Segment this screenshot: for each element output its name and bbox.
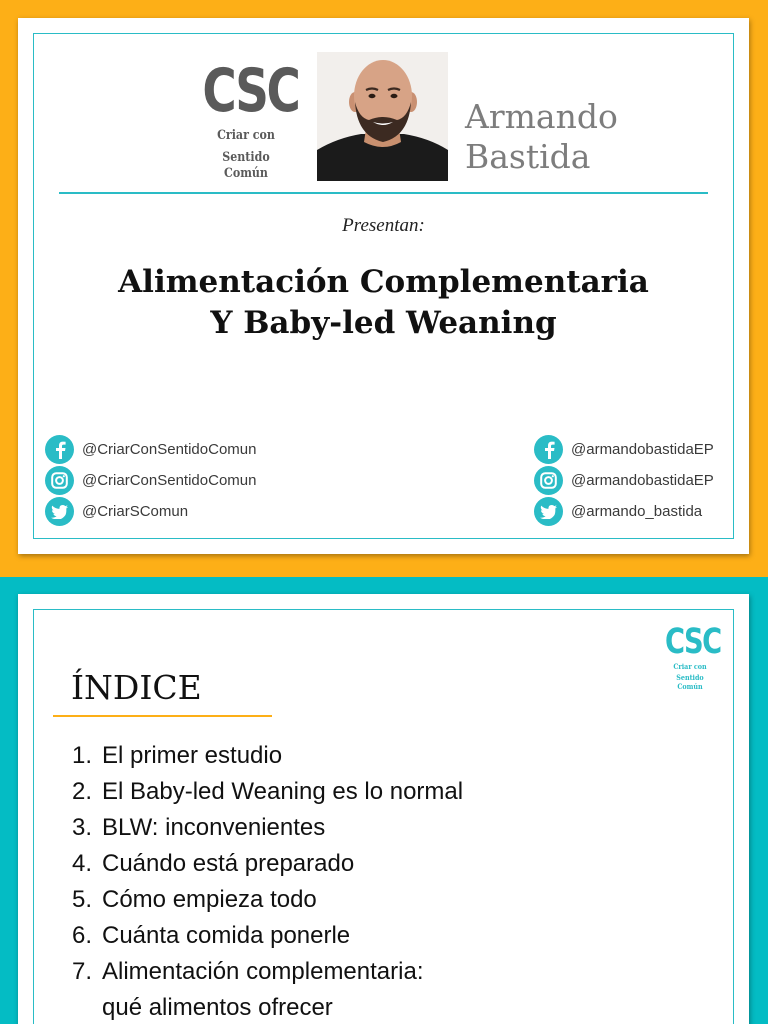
social-row-instagram	[45, 465, 256, 496]
title-line-1: Alimentación Complementaria	[118, 264, 649, 300]
facebook-icon	[45, 435, 74, 464]
index-heading: ÍNDICE	[71, 668, 202, 707]
item-text: Cuándo está preparado	[102, 850, 355, 877]
item-number: 7.	[72, 958, 93, 985]
social-row-instagram	[534, 465, 714, 496]
logo-line-2: Sentido Común	[222, 150, 270, 181]
social-links-csc	[45, 434, 256, 527]
social-row-twitter	[45, 496, 256, 527]
social-handle[interactable]: @CriarSComun	[82, 503, 189, 520]
twitter-icon	[534, 497, 563, 526]
index-slide	[18, 594, 749, 1024]
divider	[59, 192, 708, 194]
title-line-2: Y Baby-led Weaning	[210, 305, 557, 341]
instagram-icon	[534, 466, 563, 495]
social-handle[interactable]: @CriarConSentidoComun	[82, 441, 257, 458]
social-links-author	[534, 434, 714, 527]
author-first-name: Armando	[465, 97, 618, 136]
index-item	[72, 882, 463, 918]
item-text: Cómo empieza todo	[102, 886, 317, 913]
logo-line-1: Criar con	[673, 662, 707, 671]
item-text: Cuánta comida ponerle	[102, 922, 351, 949]
index-item	[72, 954, 463, 1024]
social-row-facebook	[45, 434, 256, 465]
heading-underline	[53, 715, 272, 717]
index-item	[72, 810, 463, 846]
item-text: Alimentación complementaria: qué alimentos ofrecer	[102, 958, 424, 1021]
index-item	[72, 738, 463, 774]
item-text: El Baby-led Weaning es lo normal	[102, 778, 464, 805]
item-number: 3.	[72, 814, 93, 841]
item-number: 5.	[72, 886, 93, 913]
index-item	[72, 918, 463, 954]
social-handle[interactable]: @CriarConSentidoComun	[82, 472, 257, 489]
social-row-facebook	[534, 434, 714, 465]
twitter-icon	[45, 497, 74, 526]
logo-mark: CSC	[202, 56, 299, 126]
instagram-icon	[45, 466, 74, 495]
csc-logo	[190, 56, 302, 182]
item-number: 1.	[72, 742, 93, 769]
social-handle[interactable]: @armando_bastida	[571, 503, 703, 520]
item-number: 6.	[72, 922, 93, 949]
logo-line-1: Criar con	[217, 128, 275, 143]
item-number: 4.	[72, 850, 93, 877]
author-name	[465, 97, 618, 177]
logo-mark: CSC	[665, 622, 721, 662]
presentation-title	[18, 262, 749, 344]
facebook-icon	[534, 435, 563, 464]
author-photo	[317, 52, 448, 181]
logo-line-2: Sentido Común	[676, 673, 704, 691]
title-slide	[18, 18, 749, 554]
index-item	[72, 846, 463, 882]
social-handle[interactable]: @armandobastidaEP	[571, 441, 714, 458]
item-text: El primer estudio	[102, 742, 283, 769]
index-item	[72, 774, 463, 810]
item-number: 2.	[72, 778, 93, 805]
item-text: BLW: inconvenientes	[102, 814, 326, 841]
index-list	[72, 738, 463, 1024]
social-row-twitter	[534, 496, 714, 527]
author-last-name: Bastida	[465, 137, 591, 176]
presenting-label: Presentan:	[342, 215, 425, 236]
csc-logo	[658, 624, 722, 691]
social-handle[interactable]: @armandobastidaEP	[571, 472, 714, 489]
